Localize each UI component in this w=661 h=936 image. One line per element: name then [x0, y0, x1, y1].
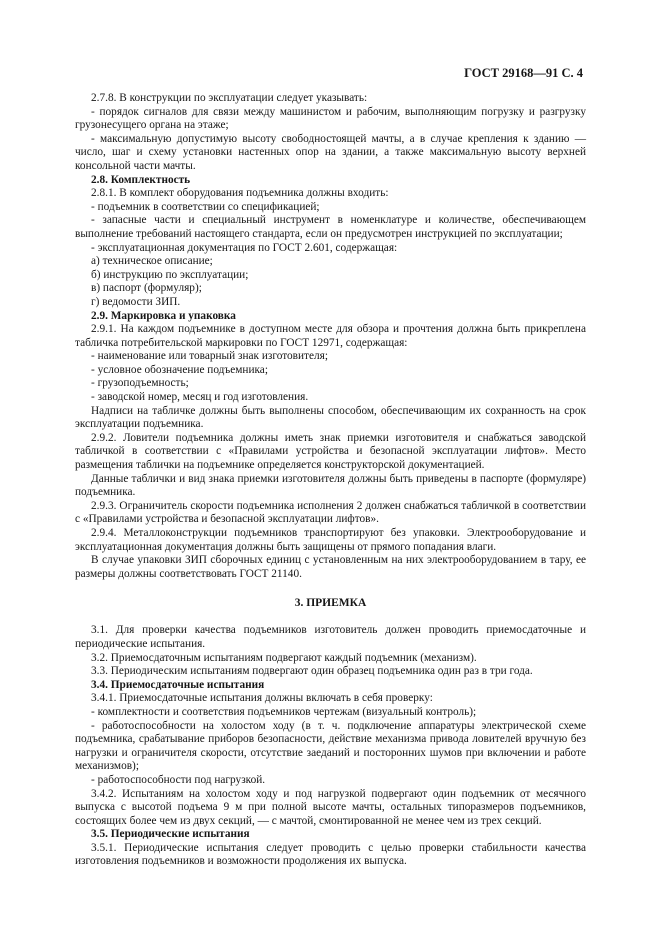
paragraph: В случае упаковки ЗИП сборочных единиц с установленным на них электрооборудованием в тару, ее размеры должны соответствовать ГОСТ 21140.: [75, 554, 586, 580]
paragraph: г) ведомости ЗИП.: [91, 295, 181, 308]
paragraph: 2.9.2. Ловители подъемника должны иметь знак приемки изготовителя и снабжаться заводской табличкой в соответствии с «Правилами устройства и безопасной эксплуатации лифтов». Место размещения таблички на подъемнике определяется конструкторской документацией.: [75, 431, 586, 472]
paragraph: - работоспособности под нагрузкой.: [91, 773, 266, 786]
paragraph: 3.5.1. Периодические испытания следует проводить с целью проверки стабильности качества изготовления подъемников и возможности продолжения их выпуска.: [75, 841, 586, 868]
paragraph: Данные таблички и вид знака приемки изготовителя должны быть приведены в паспорте (формуляре) подъемника.: [75, 472, 586, 499]
subsection-heading: 3.4. Приемосдаточные испытания: [91, 678, 265, 691]
paragraph: б) инструкцию по эксплуатации;: [91, 268, 249, 281]
paragraph: - порядок сигналов для связи между машинистом и рабочим, выполняющим погрузку и разгрузку грузонесущего органа на этаже;: [75, 105, 586, 132]
paragraph: а) техническое описание;: [91, 255, 213, 268]
document-body: [75, 92, 586, 869]
paragraph: - эксплуатационная документация по ГОСТ 2.601, содержащая:: [91, 241, 398, 254]
section-title: 3. ПРИЕМКА: [294, 597, 367, 610]
paragraph: 3.4.2. Испытаниям на холостом ходу и под нагрузкой подвергают один подъемник от месячного выпуска с высотой подъема 9 м при полной высоте мачты, остальных типоразмеров подъемников, состоящих более чем из двух секций, — с мачтой, смонтированной не менее чем из трех секций.: [75, 787, 586, 827]
paragraph: - условное обозначение подъемника;: [91, 363, 268, 376]
paragraph: - наименование или товарный знак изготовителя;: [91, 350, 328, 363]
paragraph: 2.9.1. На каждом подъемнике в доступном месте для обзора и прочтения должна быть прикреплена табличка потребительской маркировки по ГОСТ 12971, содержащая:: [75, 323, 586, 349]
paragraph: - комплектности и соответствия подъемников чертежам (визуальный контроль);: [91, 705, 477, 718]
subsection-heading: 2.9. Маркировка и упаковка: [91, 309, 236, 322]
paragraph: 3.1. Для проверки качества подъемников изготовитель должен проводить приемосдаточные и периодические испытания.: [75, 624, 586, 650]
paragraph: - подъемник в соответствии со спецификацией;: [91, 200, 320, 213]
paragraph: - грузоподъемность;: [91, 377, 189, 390]
paragraph: - работоспособности на холостом ходу (в т. ч. подключение аппаратуры электрической схеме подъемника, срабатывание приборов безопасности, действие механизма привода ловителей вручную без нагрузки и ограничителя скорости, отсутствие заеданий и посторонних шумов при включении и работе механизмов);: [75, 719, 586, 773]
paragraph: 3.4.1. Приемосдаточные испытания должны включать в себя проверку:: [91, 692, 433, 705]
paragraph: - запасные части и специальный инструмент в номенклатуре и количестве, обеспечивающем выполнение требований настоящего стандарта, если он предусмотрен инструкцией по эксплуатации;: [75, 214, 586, 240]
paragraph: 2.8.1. В комплект оборудования подъемника должны входить:: [91, 187, 389, 200]
page-header: ГОСТ 29168—91 С. 4: [464, 66, 583, 80]
subsection-heading: 3.5. Периодические испытания: [91, 828, 250, 841]
paragraph: 2.9.3. Ограничитель скорости подъемника исполнения 2 должен снабжаться табличкой в соответствии с «Правилами устройства и безопасной эксплуатации лифтов».: [75, 499, 586, 526]
paragraph: 2.9.4. Металлоконструкции подъемников транспортируют без упаковки. Электрооборудование и эксплуатационная документация должны быть защищены от прямого попадания влаги.: [75, 527, 586, 553]
paragraph: - максимальную допустимую высоту свободностоящей мачты, а в случае крепления к зданию — число, шаг и схему установки настенных опор на здании, а также максимальную высоту верхней консольной части мачты.: [75, 132, 586, 172]
paragraph: 2.7.8. В конструкции по эксплуатации следует указывать:: [91, 92, 368, 104]
paragraph: 3.2. Приемосдаточным испытаниям подвергают каждый подъемник (механизм).: [91, 651, 477, 664]
paragraph: в) паспорт (формуляр);: [91, 282, 202, 295]
subsection-heading: 2.8. Комплектность: [91, 173, 191, 186]
paragraph: 3.3. Периодическим испытаниям подвергают один образец подъемника один раз в три года.: [91, 665, 533, 678]
paragraph: - заводской номер, месяц и год изготовления.: [91, 391, 309, 404]
paragraph: Надписи на табличке должны быть выполнены способом, обеспечивающим их сохранность на срок эксплуатации подъемника.: [75, 404, 586, 431]
